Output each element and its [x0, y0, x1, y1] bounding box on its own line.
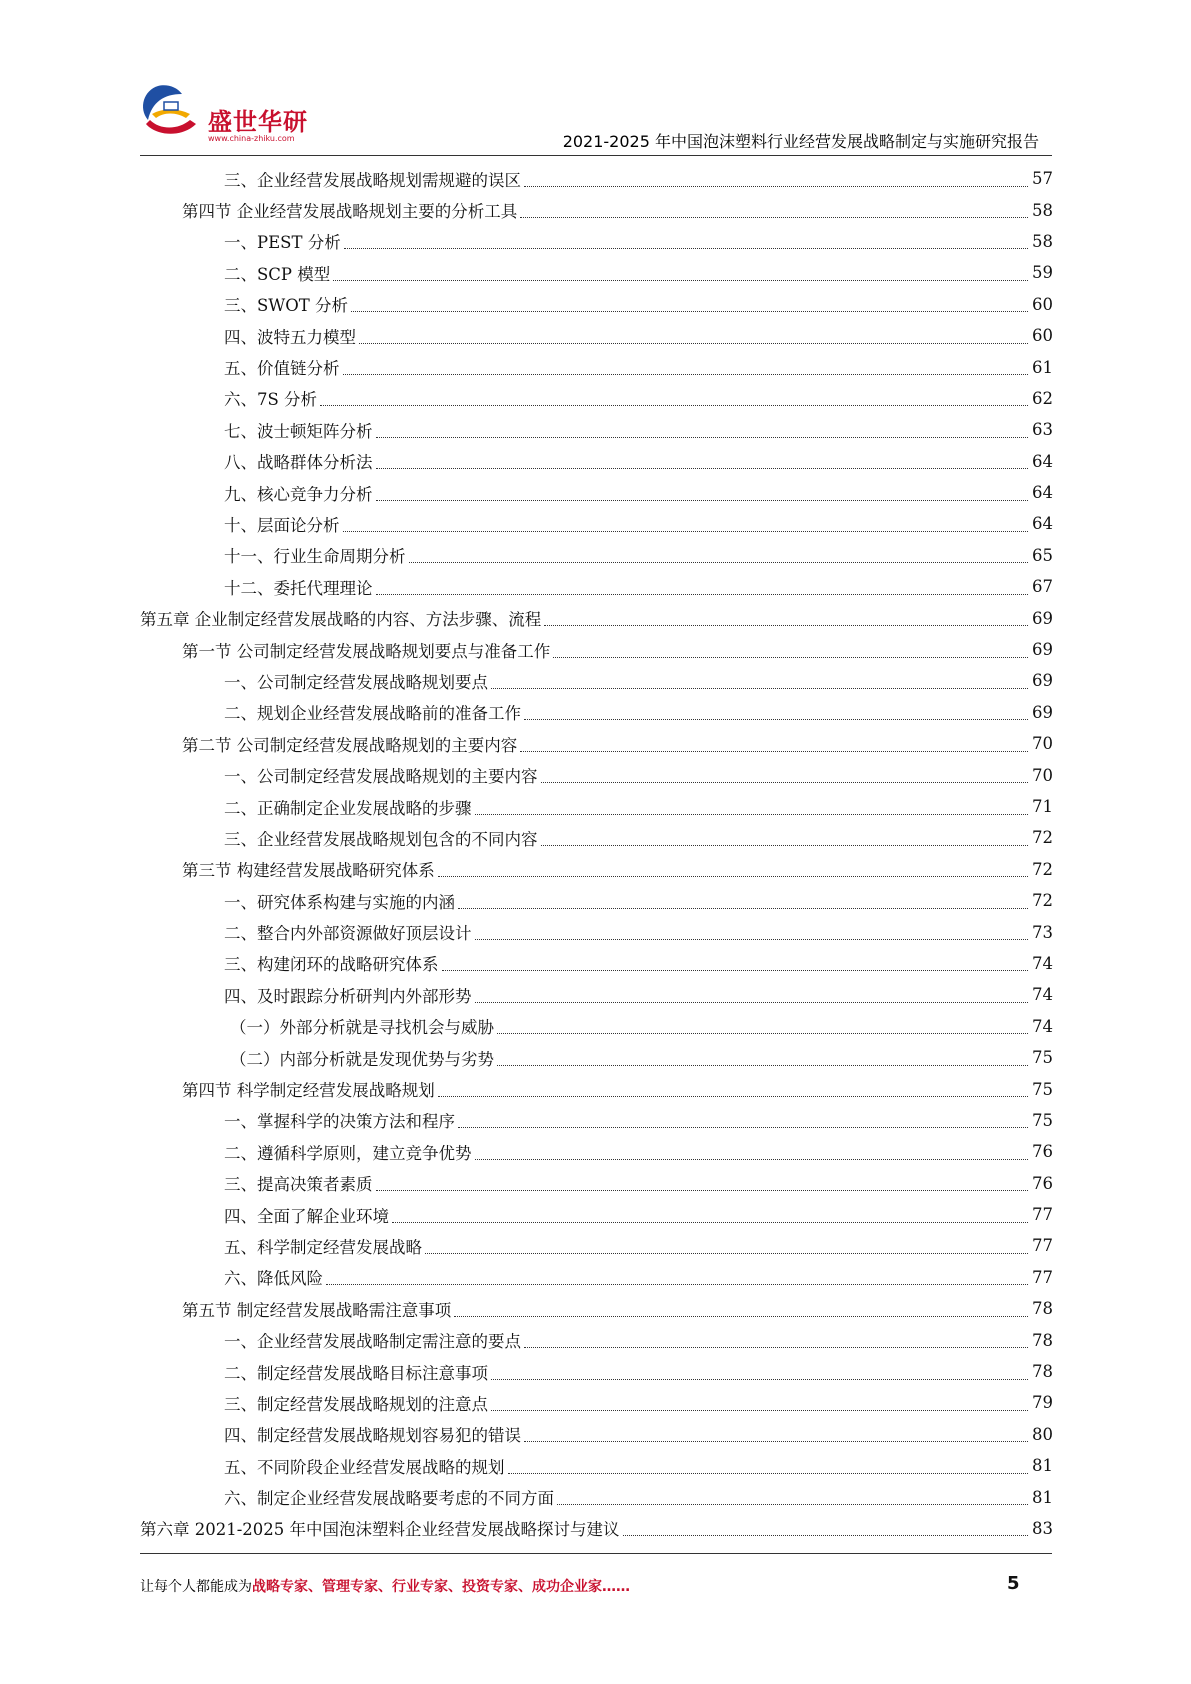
toc-entry[interactable] [140, 1230, 1053, 1261]
toc-leader-dots [376, 499, 1029, 501]
toc-entry-page: 77 [1032, 1236, 1053, 1256]
toc-leader-dots [376, 436, 1029, 438]
toc-entry-title: 三、构建闭环的战略研究体系 [224, 951, 442, 975]
toc-entry[interactable] [140, 697, 1053, 728]
toc-entry-title: 三、企业经营发展战略规划包含的不同内容 [224, 826, 541, 850]
toc-entry-page: 69 [1032, 640, 1053, 660]
toc-entry-page: 73 [1032, 922, 1053, 942]
toc-leader-dots [344, 247, 1028, 249]
toc-leader-dots [392, 1221, 1028, 1223]
toc-entry-page: 58 [1032, 231, 1053, 251]
toc-entry-page: 63 [1032, 420, 1053, 440]
toc-entry-page: 77 [1032, 1267, 1053, 1287]
toc-entry-page: 69 [1032, 608, 1053, 628]
toc-entry-page: 62 [1032, 388, 1053, 408]
toc-leader-dots [376, 1189, 1029, 1191]
toc-entry[interactable] [140, 1042, 1053, 1073]
header-divider [140, 155, 1052, 156]
toc-entry[interactable] [140, 1387, 1053, 1418]
toc-leader-dots [376, 593, 1029, 595]
toc-entry[interactable] [140, 916, 1053, 947]
footer-divider [140, 1553, 1052, 1554]
toc-entry-title: 二、整合内外部资源做好顶层设计 [224, 920, 475, 944]
toc-entry-page: 78 [1032, 1330, 1053, 1350]
toc-leader-dots [491, 1409, 1028, 1411]
toc-leader-dots [497, 1032, 1028, 1034]
toc-leader-dots [343, 530, 1029, 532]
toc-entry-title: 四、及时跟踪分析研判内外部形势 [224, 983, 475, 1007]
toc-entry-title: 十、层面论分析 [224, 512, 343, 536]
toc-entry[interactable] [140, 1356, 1053, 1387]
toc-entry-title: 第三节 构建经营发展战略研究体系 [182, 857, 438, 881]
toc-entry-page: 60 [1032, 326, 1053, 346]
toc-leader-dots [454, 1315, 1028, 1317]
toc-entry-page: 83 [1032, 1518, 1053, 1538]
toc-leader-dots [557, 1503, 1028, 1505]
toc-entry[interactable] [140, 948, 1053, 979]
toc-entry-page: 76 [1032, 1142, 1053, 1162]
toc-entry-title: 四、波特五力模型 [224, 324, 359, 348]
toc-entry-title: 第二节 公司制定经营发展战略规划的主要内容 [182, 732, 520, 756]
toc-entry-title: 第四节 企业经营发展战略规划主要的分析工具 [182, 198, 520, 222]
toc-entry[interactable] [140, 728, 1053, 759]
toc-leader-dots [524, 1346, 1028, 1348]
toc-entry[interactable] [140, 226, 1053, 257]
toc-entry-page: 61 [1032, 357, 1053, 377]
toc-leader-dots [359, 342, 1028, 344]
toc-leader-dots [491, 687, 1028, 689]
toc-entry-title: 一、公司制定经营发展战略规划要点 [224, 669, 491, 693]
toc-entry-page: 72 [1032, 859, 1053, 879]
toc-leader-dots [524, 185, 1028, 187]
toc-leader-dots [497, 1064, 1028, 1066]
toc-entry[interactable] [140, 1011, 1053, 1042]
toc-leader-dots [425, 1252, 1028, 1254]
toc-entry-title: 第六章 2021-2025 年中国泡沫塑料企业经营发展战略探讨与建议 [140, 1516, 623, 1540]
toc-leader-dots [491, 1378, 1028, 1380]
toc-leader-dots [475, 813, 1029, 815]
toc-entry-title: 第五章 企业制定经营发展战略的内容、方法步骤、流程 [140, 606, 544, 630]
toc-leader-dots [520, 750, 1028, 752]
toc-entry-page: 75 [1032, 1048, 1053, 1068]
toc-entry[interactable] [140, 979, 1053, 1010]
toc-leader-dots [544, 624, 1028, 626]
toc-entry-title: 三、SWOT 分析 [224, 292, 351, 316]
toc-entry-page: 77 [1032, 1205, 1053, 1225]
toc-entry-page: 75 [1032, 1079, 1053, 1099]
toc-entry[interactable] [140, 1136, 1053, 1167]
toc-leader-dots [376, 467, 1029, 469]
logo-url: www.china-zhiku.com [208, 134, 295, 143]
toc-entry-title: 四、全面了解企业环境 [224, 1203, 392, 1227]
toc-leader-dots [520, 216, 1028, 218]
toc-entry-page: 64 [1032, 483, 1053, 503]
toc-leader-dots [333, 279, 1028, 281]
toc-entry-page: 76 [1032, 1173, 1053, 1193]
toc-leader-dots [409, 561, 1029, 563]
toc-entry[interactable] [140, 1481, 1053, 1512]
toc-entry-title: 二、遵循科学原则，建立竞争优势 [224, 1140, 475, 1164]
toc-entry[interactable] [140, 759, 1053, 790]
toc-entry[interactable] [140, 885, 1053, 916]
toc-entry[interactable] [140, 383, 1053, 414]
logo-text: 盛世华研 [208, 108, 308, 136]
toc-entry[interactable] [140, 1073, 1053, 1104]
toc-entry[interactable] [140, 320, 1053, 351]
toc-leader-dots [351, 310, 1028, 312]
toc-entry-title: 九、核心竞争力分析 [224, 481, 376, 505]
toc-entry[interactable] [140, 1262, 1053, 1293]
toc-entry[interactable] [140, 571, 1053, 602]
toc-entry-title: 二、制定经营发展战略目标注意事项 [224, 1360, 491, 1384]
toc-entry[interactable] [140, 822, 1053, 853]
toc-entry-page: 64 [1032, 451, 1053, 471]
toc-entry-page: 75 [1032, 1110, 1053, 1130]
footer-slogan-highlight: 战略专家、管理专家、行业专家、投资专家、成功企业家…… [252, 1579, 630, 1595]
toc-entry-title: 三、制定经营发展战略规划的注意点 [224, 1391, 491, 1415]
toc-entry[interactable] [140, 163, 1053, 194]
toc-leader-dots [438, 875, 1028, 877]
toc-leader-dots [475, 1001, 1029, 1003]
toc-entry-page: 81 [1032, 1487, 1053, 1507]
toc-entry[interactable] [140, 477, 1053, 508]
toc-entry-title: 五、不同阶段企业经营发展战略的规划 [224, 1454, 508, 1478]
toc-entry-page: 57 [1032, 169, 1053, 189]
toc-leader-dots [508, 1472, 1029, 1474]
toc-entry-title: 七、波士顿矩阵分析 [224, 418, 376, 442]
toc-entry[interactable] [140, 1450, 1053, 1481]
toc-entry-title: 十二、委托代理理论 [224, 575, 376, 599]
toc-entry[interactable] [140, 1105, 1053, 1136]
toc-entry-page: 74 [1032, 985, 1053, 1005]
toc-entry-title: 第四节 科学制定经营发展战略规划 [182, 1077, 438, 1101]
toc-leader-dots [438, 1095, 1028, 1097]
toc-entry-title: 六、降低风险 [224, 1265, 326, 1289]
toc-entry-title: 第五节 制定经营发展战略需注意事项 [182, 1297, 454, 1321]
toc-entry-page: 78 [1032, 1299, 1053, 1319]
toc-entry[interactable] [140, 257, 1053, 288]
toc-entry-title: 六、制定企业经营发展战略要考虑的不同方面 [224, 1485, 557, 1509]
page-header [0, 0, 1191, 160]
toc-entry-title: 四、制定经营发展战略规划容易犯的错误 [224, 1422, 524, 1446]
toc-entry-title: 六、7S 分析 [224, 386, 320, 410]
toc-entry-title: 一、掌握科学的决策方法和程序 [224, 1108, 458, 1132]
toc-entry-page: 69 [1032, 671, 1053, 691]
toc-entry-page: 59 [1032, 263, 1053, 283]
toc-entry[interactable] [140, 1324, 1053, 1355]
toc-entry-page: 74 [1032, 1016, 1053, 1036]
toc-leader-dots [458, 1126, 1028, 1128]
toc-leader-dots [524, 718, 1028, 720]
toc-leader-dots [541, 844, 1029, 846]
toc-entry-title: 一、公司制定经营发展战略规划的主要内容 [224, 763, 541, 787]
toc-entry-page: 79 [1032, 1393, 1053, 1413]
toc-entry-title: 八、战略群体分析法 [224, 449, 376, 473]
toc-entry-page: 65 [1032, 545, 1053, 565]
toc-entry[interactable] [140, 665, 1053, 696]
toc-entry-title: 一、PEST 分析 [224, 229, 344, 253]
toc-entry-title: （二）内部分析就是发现优势与劣势 [230, 1046, 497, 1070]
toc-entry-page: 70 [1032, 734, 1053, 754]
toc-entry-title: 第一节 公司制定经营发展战略规划要点与准备工作 [182, 638, 553, 662]
toc-leader-dots [623, 1534, 1028, 1536]
toc-entry-title: 一、研究体系构建与实施的内涵 [224, 889, 458, 913]
document-title: 2021-2025 年中国泡沫塑料行业经营发展战略制定与实施研究报告 [562, 132, 1039, 151]
toc-entry-title: 一、企业经营发展战略制定需注意的要点 [224, 1328, 524, 1352]
toc-entry-title: 五、价值链分析 [224, 355, 343, 379]
toc-entry-page: 72 [1032, 891, 1053, 911]
toc-entry-page: 81 [1032, 1456, 1053, 1476]
toc-entry-title: 十一、行业生命周期分析 [224, 543, 409, 567]
toc-leader-dots [326, 1283, 1028, 1285]
toc-entry[interactable] [140, 602, 1053, 633]
toc-entry-page: 60 [1032, 294, 1053, 314]
toc-entry[interactable] [140, 289, 1053, 320]
toc-entry-page: 69 [1032, 702, 1053, 722]
toc-entry-title: 三、提高决策者素质 [224, 1171, 376, 1195]
toc-entry[interactable] [140, 1293, 1053, 1324]
logo-swirl-icon [138, 80, 204, 144]
page-number: 5 [1007, 1573, 1020, 1594]
toc-entry-title: 三、企业经营发展战略规划需规避的误区 [224, 167, 524, 191]
toc-entry-title: 二、SCP 模型 [224, 261, 333, 285]
toc-entry-title: 二、正确制定企业发展战略的步骤 [224, 795, 475, 819]
toc-entry-page: 67 [1032, 577, 1053, 597]
toc-entry-title: 五、科学制定经营发展战略 [224, 1234, 425, 1258]
toc-entry-page: 74 [1032, 953, 1053, 973]
toc-leader-dots [458, 907, 1028, 909]
toc-entry-page: 80 [1032, 1424, 1053, 1444]
toc-leader-dots [541, 781, 1029, 783]
toc-entry-page: 72 [1032, 828, 1053, 848]
toc-entry-title: 二、规划企业经营发展战略前的准备工作 [224, 700, 524, 724]
table-of-contents [140, 163, 1053, 1544]
toc-entry[interactable] [140, 414, 1053, 445]
toc-entry[interactable] [140, 634, 1053, 665]
toc-entry[interactable] [140, 1168, 1053, 1199]
toc-entry-page: 64 [1032, 514, 1053, 534]
footer-slogan [140, 1576, 630, 1596]
toc-leader-dots [442, 969, 1029, 971]
toc-entry[interactable] [140, 791, 1053, 822]
company-logo [138, 80, 318, 150]
toc-entry-page: 58 [1032, 200, 1053, 220]
toc-entry[interactable] [140, 351, 1053, 382]
toc-entry[interactable] [140, 1513, 1053, 1544]
toc-entry[interactable] [140, 194, 1053, 225]
footer-slogan-prefix: 让每个人都能成为 [140, 1579, 252, 1595]
toc-entry[interactable] [140, 1199, 1053, 1230]
toc-entry[interactable] [140, 540, 1053, 571]
toc-leader-dots [343, 373, 1029, 375]
toc-leader-dots [553, 656, 1028, 658]
toc-leader-dots [475, 938, 1029, 940]
toc-entry-page: 70 [1032, 765, 1053, 785]
toc-entry-page: 71 [1032, 797, 1053, 816]
toc-entry-page: 78 [1032, 1362, 1053, 1382]
toc-leader-dots [475, 1158, 1029, 1160]
toc-entry[interactable] [140, 854, 1053, 885]
toc-entry[interactable] [140, 1419, 1053, 1450]
toc-entry[interactable] [140, 508, 1053, 539]
toc-leader-dots [524, 1440, 1028, 1442]
toc-entry-title: （一）外部分析就是寻找机会与威胁 [230, 1014, 497, 1038]
toc-leader-dots [320, 404, 1028, 406]
toc-entry[interactable] [140, 446, 1053, 477]
